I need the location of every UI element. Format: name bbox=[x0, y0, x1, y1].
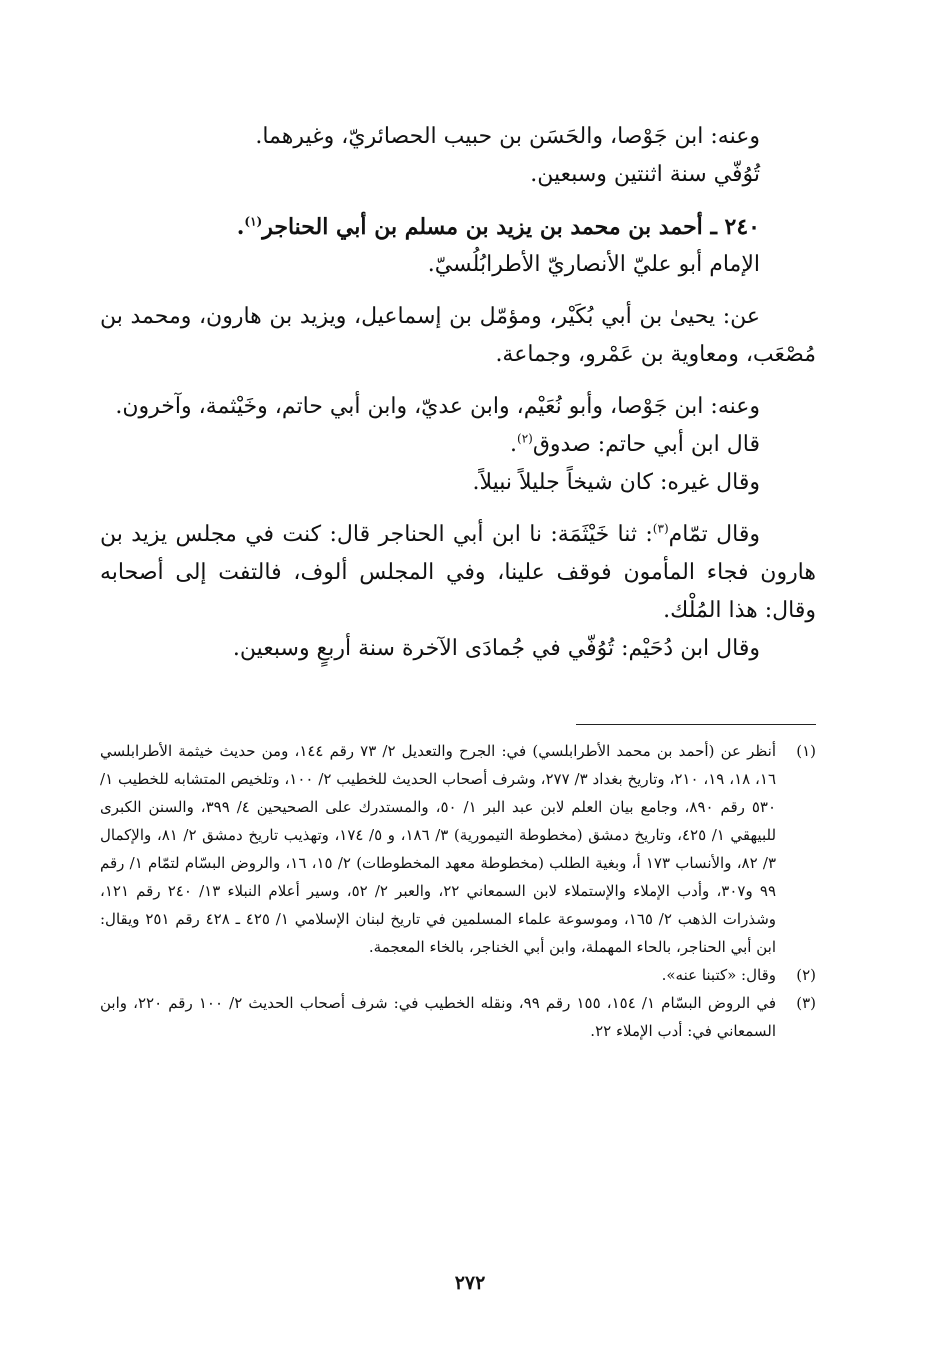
main-text bbox=[100, 118, 816, 668]
footnote-ref-2: (٢) bbox=[517, 431, 533, 446]
footnote-1 bbox=[100, 737, 816, 961]
paragraph-tammam-story bbox=[100, 516, 816, 630]
entry-title: ٢٤٠ ـ أحمد بن محمد بن يزيد بن مسلم بن أبي الحناجر bbox=[262, 214, 760, 240]
paragraph-ibn-duhaym: وقال ابن دُحَيْم: تُوُفّي في جُمادَى الآخرة سنة أربعٍ وسبعين. bbox=[232, 636, 760, 661]
story-start: وقال تمّام bbox=[668, 522, 760, 547]
book-page bbox=[100, 118, 816, 1045]
paragraph-death-year: تُوُفّي سنة اثنتين وسبعين. bbox=[530, 162, 760, 187]
footnote-separator bbox=[576, 724, 816, 725]
footnote-text: في الروض البسّام ١/ ١٥٤، ١٥٥ رقم ٩٩، ونقله الخطيب في: شرف أصحاب الحديث ٢/ ١٠٠ رقم ٢٢٠، وابن السمعاني في: أدب الإملاء ٢٢. bbox=[100, 994, 777, 1040]
page-number: ٢٧٢ bbox=[454, 1272, 486, 1294]
footnote-ref-3: (٣) bbox=[652, 521, 669, 536]
footnote-number: (٢) bbox=[796, 966, 816, 984]
footnote-number: (٣) bbox=[796, 994, 816, 1012]
paragraph-nisba: الإمام أبو عليّ الأنصاريّ الأطرابُلُسيّ. bbox=[427, 252, 760, 277]
footnote-2 bbox=[100, 961, 816, 989]
paragraph-ibn-abi-hatim bbox=[100, 426, 816, 464]
story-rest: : ثنا خَيْثَمَة: نا ابن أبي الحناجر قال: كنت في مجلس يزيد بن هارون فجاء المأمون فوقف علينا، وفي المجلس ألوف، فالتفت إلى أصحابه وقال: هذا المُلْك. bbox=[100, 522, 816, 623]
footnote-ref-1: (١) bbox=[244, 214, 263, 229]
paragraph-other-opinion: وقال غيره: كان شيخاً جليلاً نبيلاً. bbox=[472, 470, 760, 495]
paragraph-teachers: عن: يحيىٰ بن أبي بُكَيْر، ومؤمّل بن إسماعيل، ويزيد بن هارون، ومحمد بن مُصْعَب، ومعاوية بن عَمْرو، وجماعة. bbox=[100, 304, 816, 367]
footnote-number: (١) bbox=[796, 742, 816, 760]
quote-ibn-abi-hatim-end: . bbox=[510, 432, 518, 457]
quote-ibn-abi-hatim: قال ابن أبي حاتم: صدوق bbox=[532, 432, 760, 457]
paragraph-students: وعنه: ابن جَوْصا، وأبو نُعَيْم، وابن عديّ، وابن أبي حاتم، وخَيْثمة، وآخرون. bbox=[115, 394, 760, 419]
entry-heading bbox=[100, 208, 816, 246]
entry-title-end: . bbox=[236, 214, 245, 240]
footnotes bbox=[100, 737, 816, 1045]
footnote-3 bbox=[100, 989, 816, 1045]
paragraph-narrators: وعنه: ابن جَوْصا، والحَسَن بن حبيب الحصائريّ، وغيرهما. bbox=[255, 124, 760, 149]
footnote-text: وقال: «كتبنا عنه». bbox=[661, 966, 776, 984]
footnote-text: أنظر عن (أحمد بن محمد الأطرابلسي) في: الجرح والتعديل ٢/ ٧٣ رقم ١٤٤، ومن حديث خيثمة الأطرابلسي ١٦، ١٨، ١٩، ٢١٠، وتاريخ بغداد ٣/ ٢٧٧، وشرف أصحاب الحديث للخطيب ٢/ ١٠٠، وتلخيص المتشابه للخطيب ١/ ٥٣٠ رقم ٨٩٠، وجامع بيان العلم لابن عبد البر ١/ ٥٠، والمستدرك على الصحيحين ٤/ ٣٩٩، والسنن الكبرى للبيهقي ١/ ٤٢٥، وتاريخ دمشق (مخطوطة التيمورية) ٣/ ١٨٦، و ٥/ ١٧٤، وتهذيب تاريخ دمشق ٢/ ٨١، والإكمال ٣/ ٨٢، والأنساب ١٧٣ أ، وبغية الطلب (مخطوطة معهد المخطوطات) ٢/ ١٥، ١٦، والروض البسّام لتمّام ١/ رقم ٩٩ و٣٠٧، وأدب الإملاء والإستملاء لابن السمعاني ٢٢، والعبر ٢/ ٥٢، وسير أعلام النبلاء ١٣/ ٢٤٠ رقم ١٢١، وشذرات الذهب ٢/ ١٦٥، وموسوعة علماء المسلمين في تاريخ لبنان الإسلامي ١/ ٤٢٥ ـ ٤٢٨ رقم ٢٥١ ويقال: ابن أبي الحناجر، بالحاء المهملة، وابن أبي الخناجر، بالخاء المعجمة. bbox=[100, 742, 777, 956]
